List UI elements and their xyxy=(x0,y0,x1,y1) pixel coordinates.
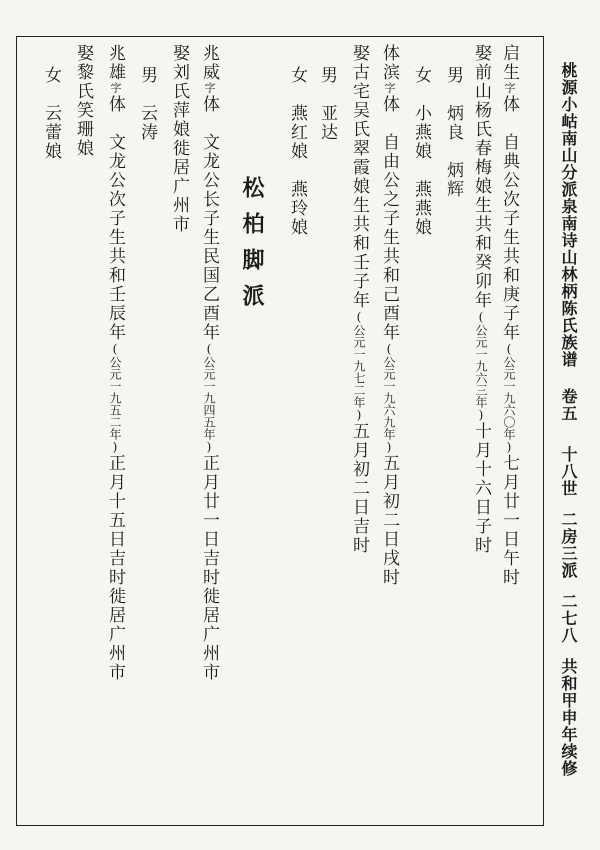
entry-column: 兆雄字体 文龙公次子生共和壬辰年(公元一九五二年)正月十五日吉时徙居广州市 xyxy=(105,44,125,682)
page-frame xyxy=(16,36,544,826)
volume-label: 卷五 xyxy=(559,388,578,422)
generation-label: 十八世 xyxy=(559,446,578,497)
entry-column: 启生字体 自典公次子生共和庚子年(公元一九六〇年)七月廿一日午时 xyxy=(499,44,519,587)
entry-column: 男 云涛 xyxy=(137,66,157,142)
book-title: 桃源小岵南山分派泉南诗山林柄陈氏族谱 xyxy=(559,62,578,368)
entry-column: 女 云蕾娘 xyxy=(41,66,61,161)
page-header xyxy=(560,62,576,777)
entry-column: 娶刘氏萍娘徙居广州市 xyxy=(169,44,189,234)
entry-column: 娶黎氏笑珊娘 xyxy=(73,44,93,158)
section-title: 松柏脚派 xyxy=(239,176,264,320)
entry-column: 体滨字体 自由公之子生共和己酉年(公元一九六九年)五月初二日戌时 xyxy=(379,44,399,587)
entry-column: 兆威字体 文龙公长子生民国乙酉年(公元一九四五年)正月廿一日吉时徙居广州市 xyxy=(199,44,219,682)
entry-column: 娶古宅吴氏翠霞娘生共和壬子年(公元一九七二年)五月初二日吉时 xyxy=(349,44,369,555)
branch-label: 二房三派 xyxy=(559,511,578,579)
entry-column: 男 亚达 xyxy=(317,66,337,142)
entry-column: 娶前山杨氏春梅娘生共和癸卯年(公元一九六三年)十月十六日子时 xyxy=(471,44,491,555)
page-number: 二七八 xyxy=(559,593,578,644)
entry-column: 男 炳良 炳辉 xyxy=(443,66,463,199)
entry-column: 女 小燕娘 燕燕娘 xyxy=(411,66,431,237)
entry-column: 女 燕红娘 燕玲娘 xyxy=(287,66,307,237)
edition-label: 共和甲申年续修 xyxy=(559,658,578,777)
